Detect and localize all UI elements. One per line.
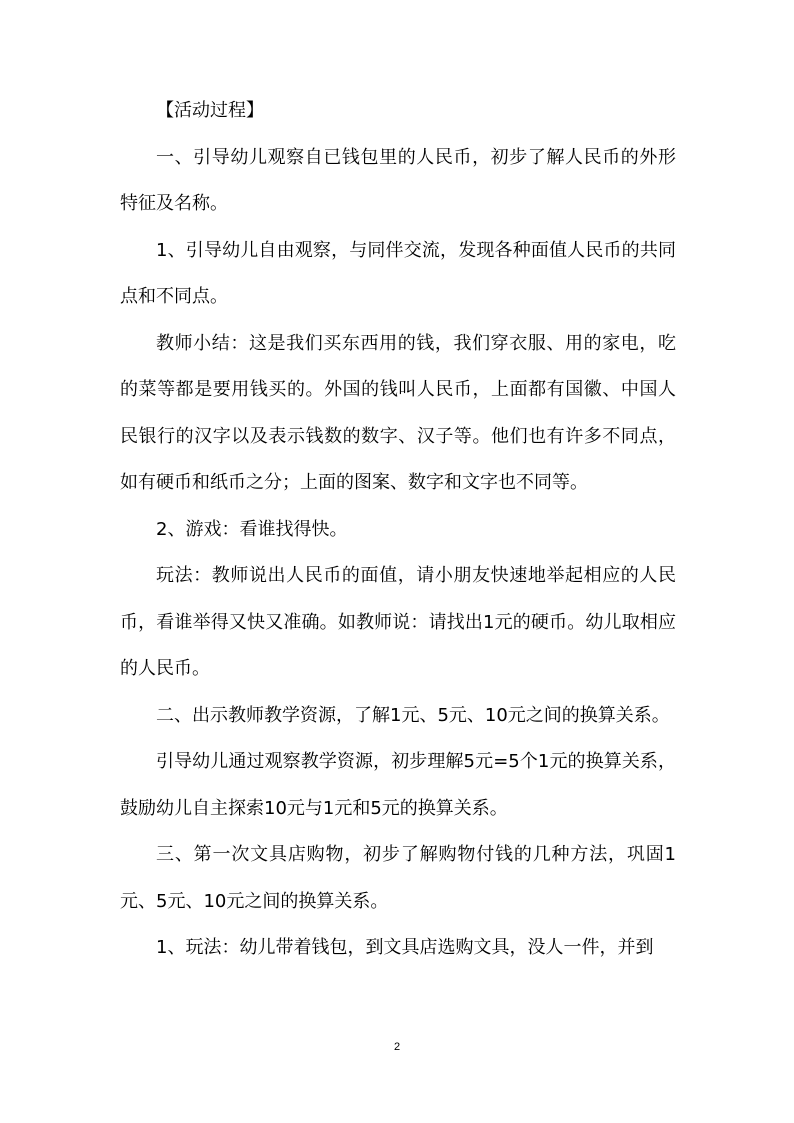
paragraph-game-title: 2、游戏：看谁找得快。 [156,518,348,540]
paragraph-free-observation: 1、引导幼儿自由观察，与同伴交流，发现各种面值人民币的共同点和不同点。 [120,239,676,307]
document-body [120,88,676,972]
paragraph-shopping-rules: 1、玩法：幼儿带着钱包，到文具店选购文具，没人一件，并到 [156,937,654,958]
paragraph-conversion: 引导幼儿通过观察教学资源，初步理解5元=5个1元的换算关系，鼓励幼儿自主探索10元与1元和5元的换算关系。 [120,751,676,819]
paragraph-teaching-resource: 二、出示教师教学资源，了解1元、5元、10元之间的换算关系。 [156,704,670,726]
paragraph-teacher-summary: 教师小结：这是我们买东西用的钱，我们穿衣服、用的家电，吃的菜等都是要用钱买的。外国的钱叫人民币，上面都有国徽、中国人民银行的汉字以及表示钱数的数字、汉子等。他们也有许多不同点，如有硬币和纸币之分；上面的图案、数字和文字也不同等。 [120,332,676,493]
page-number: 2 [393,1041,401,1053]
paragraph-observe-rmb: 一、引导幼儿观察自已钱包里的人民币，初步了解人民币的外形特征及名称。 [120,146,676,214]
paragraph-game-rules: 玩法：教师说出人民币的面值，请小朋友快速地举起相应的人民币，看谁举得又快又准确。如教师说：请找出1元的硬币。幼儿取相应的人民币。 [120,565,676,679]
section-heading: 【活动过程】 [156,100,264,121]
paragraph-stationery-shopping: 三、第一次文具店购物，初步了解购物付钱的几种方法，巩固1元、5元、10元之间的换算关系。 [120,844,676,912]
